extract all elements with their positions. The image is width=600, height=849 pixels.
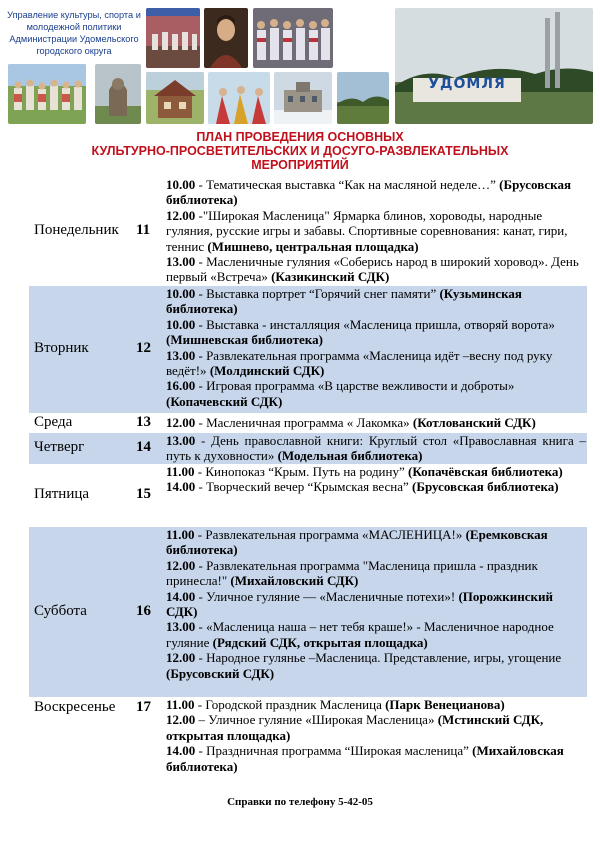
event-venue: (Порожкинский СДК) <box>166 588 553 620</box>
event-item <box>166 697 586 712</box>
event-list <box>166 286 586 409</box>
event-time: 12.00 <box>166 415 196 430</box>
event-item <box>166 317 586 348</box>
event-text: - День православной книги: Круглый стол «Православная книга – путь к духовности» <box>166 433 586 464</box>
event-time: 12.00 <box>166 557 196 573</box>
event-venue: (Брусовский СДК) <box>166 665 275 681</box>
event-list <box>166 527 586 681</box>
day-number: 16 <box>136 603 151 619</box>
event-item <box>166 464 586 479</box>
day-row-thursday <box>29 433 587 464</box>
event-time: 12.00 <box>166 712 196 728</box>
event-text: - Творческий вечер “Крымская весна” <box>195 479 413 495</box>
title-line: КУЛЬТУРНО-ПРОСВЕТИТЕЛЬСКИХ И ДОСУГО-РАЗВЛЕКАТЕЛЬНЫХ <box>91 144 509 158</box>
day-name: Суббота <box>34 603 87 619</box>
event-list <box>166 697 586 774</box>
photo-city-sign <box>395 8 593 124</box>
day-number: 12 <box>136 340 151 356</box>
day-row-monday <box>29 177 587 286</box>
day-name: Четверг <box>34 439 85 455</box>
event-venue: (Парк Венецианова) <box>385 697 505 712</box>
event-time: 10.00 <box>166 286 196 301</box>
event-venue: (Котлованский СДК) <box>412 415 536 430</box>
event-time: 12.00 <box>166 650 196 666</box>
day-number: 13 <box>136 414 151 430</box>
event-text: - Игровая программа «В царстве вежливости и доброты» <box>195 378 515 394</box>
footer-phone: Справки по телефону 5-42-05 <box>227 796 373 808</box>
org-line: Администрации Удомельского <box>9 34 139 44</box>
event-item <box>166 619 586 650</box>
event-venue: (Брусовская библиотека) <box>412 479 559 495</box>
day-number: 11 <box>136 222 151 238</box>
event-time: 13.00 <box>166 433 196 448</box>
event-text: – Уличное гуляние «Широкая Масленица» <box>195 712 438 728</box>
event-text: -"Широкая Масленица" Ярмарка блинов, хороводы, народные гуляния, русские игры и забавы. Спортивные соревнования: канат, гири, теннис <box>166 207 568 254</box>
event-text: - Выставка - инсталляция «Масленица пришла, отворяй ворота» <box>195 316 555 332</box>
event-venue: (Модельная библиотека) <box>277 448 423 464</box>
event-item <box>166 479 586 494</box>
city-sign-text: УДОМЛЯ <box>428 76 506 92</box>
event-venue: (Копачёвская библиотека) <box>408 464 563 479</box>
title-line: ПЛАН ПРОВЕДЕНИЯ ОСНОВНЫХ <box>196 130 404 144</box>
day-row-saturday <box>29 527 587 697</box>
event-text: - Развлекательная программа "Масленица пришла - праздник принесла!" <box>166 557 538 589</box>
photo-stage <box>146 8 200 68</box>
day-row-tuesday <box>29 286 587 413</box>
photo-monument <box>95 64 141 124</box>
day-number: 14 <box>136 439 151 455</box>
day-name: Вторник <box>34 340 89 356</box>
event-item <box>166 743 586 774</box>
org-line: городского округа <box>36 46 112 56</box>
photo-dancers <box>208 72 270 124</box>
event-text: - Масленичные гуляния «Соберись народ в широкий хоровод». День первый «Встреча» <box>166 254 579 285</box>
event-list <box>166 415 586 430</box>
event-item <box>166 177 586 208</box>
photo-house <box>146 72 204 124</box>
event-venue: (Рядский СДК, открытая площадка) <box>212 634 428 650</box>
day-name: Воскресенье <box>34 699 116 715</box>
photo-choir <box>253 8 333 68</box>
event-item <box>166 415 586 430</box>
day-name: Среда <box>34 414 73 430</box>
event-item <box>166 650 586 681</box>
event-item <box>166 348 586 379</box>
event-venue: (Кузьминская библиотека) <box>166 286 522 317</box>
event-time: 10.00 <box>166 316 196 332</box>
organization-name <box>4 9 144 57</box>
event-item <box>166 286 586 317</box>
photo-portrait <box>204 8 248 68</box>
event-time: 14.00 <box>166 743 196 759</box>
event-time: 13.00 <box>166 619 196 635</box>
event-venue: (Еремковская библиотека) <box>166 527 548 558</box>
event-time: 16.00 <box>166 378 196 394</box>
header-banner <box>0 0 600 128</box>
event-item <box>166 208 586 254</box>
event-text: - Городской праздник Масленица <box>194 697 386 712</box>
photo-winter-building <box>274 72 332 124</box>
event-venue: (Мишнево, центральная площадка) <box>207 238 419 254</box>
day-number: 15 <box>136 486 151 502</box>
event-venue: (Михайловский СДК) <box>230 573 359 589</box>
event-text: - Уличное гуляние — «Масленичные потехи»! <box>195 588 459 604</box>
photo-landscape <box>337 72 389 124</box>
event-list <box>166 433 586 464</box>
event-time: 11.00 <box>166 464 195 479</box>
event-item <box>166 378 586 409</box>
event-time: 11.00 <box>166 697 195 712</box>
event-time: 12.00 <box>166 207 196 223</box>
event-text: - Развлекательная программа «МАСЛЕНИЦА!» <box>194 527 466 542</box>
event-text: - Народное гулянье –Масленица. Представление, игры, угощение <box>195 650 562 666</box>
event-list <box>166 464 586 495</box>
event-venue: (Казикинский СДК) <box>271 269 390 285</box>
event-text: - Кинопоказ “Крым. Путь на родину” <box>194 464 408 479</box>
event-text: - Выставка портрет “Горячий снег памяти” <box>195 286 440 301</box>
page-title <box>0 130 600 172</box>
event-list <box>166 177 586 285</box>
event-venue: (Мишневская библиотека) <box>166 332 323 348</box>
event-venue: (Мстинский СДК, открытая площадка) <box>166 712 544 743</box>
photo-children <box>8 64 86 124</box>
day-name: Пятница <box>34 486 90 502</box>
org-line: молодежной политики <box>26 22 122 32</box>
event-venue: (Копачевский СДК) <box>166 393 283 409</box>
event-text: - «Масленица наша – нет тебя краше!» - Масленичное народное гуляние <box>166 619 554 650</box>
event-item <box>166 558 586 589</box>
event-venue: (Михайловская библиотека) <box>166 743 564 774</box>
event-text: - Праздничная программа “Широкая масленица” <box>195 743 473 759</box>
day-row-friday <box>29 464 587 527</box>
event-venue: (Молдинский СДК) <box>209 363 325 379</box>
event-time: 10.00 <box>166 177 196 192</box>
event-item <box>166 589 586 620</box>
event-time: 11.00 <box>166 527 195 542</box>
event-item <box>166 254 586 285</box>
event-time: 14.00 <box>166 588 196 604</box>
event-text: - Тематическая выставка “Как на масляной неделе…” <box>195 177 500 192</box>
event-item <box>166 433 586 464</box>
day-number: 17 <box>136 699 151 715</box>
org-line: Управление культуры, спорта и <box>7 10 141 20</box>
event-time: 13.00 <box>166 347 196 363</box>
day-row-sunday <box>29 697 587 793</box>
event-time: 13.00 <box>166 254 196 270</box>
event-item <box>166 527 586 558</box>
title-line: МЕРОПРИЯТИЙ <box>251 158 349 172</box>
event-venue: (Брусовская библиотека) <box>166 177 571 208</box>
event-text: - Масленичная программа « Лакомка» <box>195 415 413 430</box>
event-text: - Развлекательная программа «Масленица идёт –весну под руку ведёт!» <box>166 347 553 379</box>
event-item <box>166 712 586 743</box>
day-row-wednesday <box>29 413 587 433</box>
event-time: 14.00 <box>166 479 196 495</box>
day-name: Понедельник <box>34 222 119 238</box>
